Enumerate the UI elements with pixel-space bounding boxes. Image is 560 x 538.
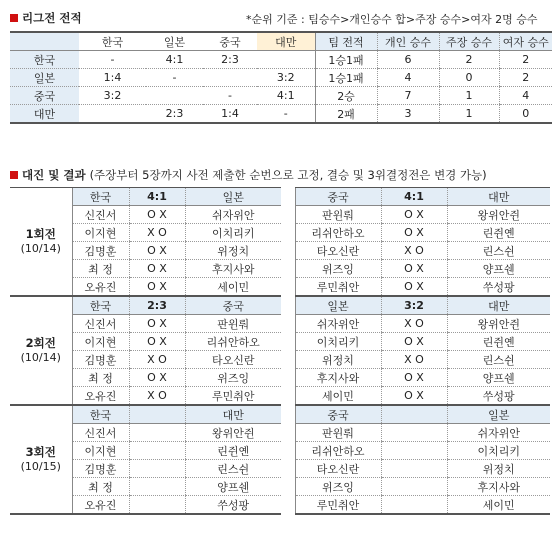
match-gap (281, 224, 295, 242)
game-result: O X (381, 333, 447, 351)
game-result: O X (129, 315, 185, 333)
league-cell (257, 51, 315, 69)
player-b: 쑤성팡 (185, 496, 281, 515)
match-gap (281, 296, 295, 315)
game-result: X O (381, 315, 447, 333)
game-result (381, 460, 447, 478)
match-gap (281, 351, 295, 369)
round-header-row (10, 188, 550, 206)
league-cell: 2 (499, 51, 552, 69)
player-a: 김명훈 (72, 242, 129, 260)
player-b: 린스쉰 (185, 460, 281, 478)
player-a: 이지현 (72, 442, 129, 460)
league-header-row (10, 32, 552, 51)
league-row-team: 한국 (10, 51, 79, 69)
player-b: 쉬자위안 (447, 424, 550, 442)
player-b: 쑤성팡 (447, 387, 550, 406)
match-team-a: 한국 (72, 188, 129, 206)
player-b: 린스쉰 (447, 242, 550, 260)
player-a: 타오신란 (295, 460, 381, 478)
match-team-a: 중국 (295, 405, 381, 424)
player-b: 후지사와 (447, 478, 550, 496)
player-a: 이지현 (72, 224, 129, 242)
match-gap (281, 333, 295, 351)
game-result: O X (381, 206, 447, 224)
player-b: 판윈뤄 (185, 315, 281, 333)
game-result: O X (129, 369, 185, 387)
match-team-b: 일본 (185, 188, 281, 206)
league-header-cell: 일본 (146, 32, 203, 51)
league-cell: - (203, 87, 257, 105)
match-team-b: 대만 (185, 405, 281, 424)
league-header-cell: 주장 승수 (439, 32, 499, 51)
player-matchup-row (10, 424, 550, 442)
player-matchup-row (10, 260, 550, 278)
match-team-b: 대만 (447, 296, 550, 315)
league-row-team: 중국 (10, 87, 79, 105)
matches-table (10, 187, 550, 515)
player-a: 오유진 (72, 496, 129, 515)
player-a: 리쉬안하오 (295, 224, 381, 242)
league-cell: 3:2 (79, 87, 146, 105)
league-header-cell: 한국 (79, 32, 146, 51)
player-a: 김명훈 (72, 351, 129, 369)
match-gap (281, 260, 295, 278)
game-result: O X (129, 333, 185, 351)
match-gap (281, 242, 295, 260)
player-a: 세이민 (295, 387, 381, 406)
player-a: 판윈뤄 (295, 424, 381, 442)
league-cell: 2 (499, 69, 552, 87)
match-gap (281, 369, 295, 387)
player-matchup-row (10, 387, 550, 406)
round-label (10, 405, 72, 514)
league-row (10, 87, 552, 105)
player-b: 타오신란 (185, 351, 281, 369)
player-b: 왕위안쥔 (447, 315, 550, 333)
game-result: X O (381, 242, 447, 260)
player-matchup-row (10, 496, 550, 515)
match-gap (281, 496, 295, 515)
player-matchup-row (10, 369, 550, 387)
game-result: X O (129, 351, 185, 369)
league-header-cell: 대만 (257, 32, 315, 51)
league-cell: 1승1패 (315, 51, 377, 69)
player-b: 쑤성팡 (447, 278, 550, 297)
game-result (381, 424, 447, 442)
player-b: 린쥔옌 (185, 442, 281, 460)
player-a: 신진서 (72, 424, 129, 442)
league-cell: - (257, 105, 315, 124)
match-team-b: 대만 (447, 188, 550, 206)
player-matchup-row (10, 242, 550, 260)
player-matchup-row (10, 351, 550, 369)
league-header-cell: 개인 승수 (377, 32, 439, 51)
league-cell (203, 69, 257, 87)
player-b: 루민취안 (185, 387, 281, 406)
round-header-row (10, 405, 550, 424)
game-result (381, 442, 447, 460)
round-name: 3회전 (25, 445, 56, 459)
league-cell: 7 (377, 87, 439, 105)
player-b: 위정치 (185, 242, 281, 260)
league-row-team: 대만 (10, 105, 79, 124)
player-a: 위즈잉 (295, 260, 381, 278)
league-cell: 4:1 (146, 51, 203, 69)
game-result (129, 496, 185, 515)
player-a: 오유진 (72, 278, 129, 297)
match-score: 3:2 (381, 296, 447, 315)
player-a: 판윈뤄 (295, 206, 381, 224)
match-score: 4:1 (129, 188, 185, 206)
match-score (381, 405, 447, 424)
player-b: 세이민 (185, 278, 281, 297)
game-result: O X (129, 260, 185, 278)
game-result (129, 478, 185, 496)
round-date: (10/15) (20, 460, 61, 473)
player-b: 위즈잉 (185, 369, 281, 387)
game-result: O X (381, 387, 447, 406)
player-matchup-row (10, 278, 550, 297)
league-header-cell: 팀 전적 (315, 32, 377, 51)
player-b: 린쥔옌 (447, 224, 550, 242)
player-a: 신진서 (72, 206, 129, 224)
match-gap (281, 478, 295, 496)
player-a: 최 정 (72, 369, 129, 387)
match-score (129, 405, 185, 424)
round-label (10, 188, 72, 297)
player-b: 위정치 (447, 460, 550, 478)
match-team-a: 한국 (72, 405, 129, 424)
league-cell: - (79, 51, 146, 69)
player-a: 이지현 (72, 333, 129, 351)
league-cell: 6 (377, 51, 439, 69)
game-result: X O (381, 351, 447, 369)
game-result: O X (381, 369, 447, 387)
player-b: 양프쉔 (447, 260, 550, 278)
league-cell: 1 (439, 87, 499, 105)
league-cell: 4 (499, 87, 552, 105)
round-date: (10/14) (20, 351, 61, 364)
league-cell: 2 (439, 51, 499, 69)
match-gap (281, 460, 295, 478)
player-a: 루민취안 (295, 278, 381, 297)
league-cell: 1승1패 (315, 69, 377, 87)
player-b: 양프쉔 (447, 369, 550, 387)
round-label (10, 296, 72, 405)
league-cell: 1:4 (203, 105, 257, 124)
game-result: O X (129, 278, 185, 297)
player-a: 위정치 (295, 351, 381, 369)
league-header-cell: 여자 승수 (499, 32, 552, 51)
round-name: 1회전 (25, 227, 56, 241)
league-cell: 0 (439, 69, 499, 87)
game-result (129, 442, 185, 460)
match-gap (281, 206, 295, 224)
player-b: 왕위안쥔 (447, 206, 550, 224)
player-a: 후지사와 (295, 369, 381, 387)
player-b: 이치리키 (185, 224, 281, 242)
league-cell: 4:1 (257, 87, 315, 105)
match-gap (281, 188, 295, 206)
game-result: O X (129, 242, 185, 260)
player-a: 리쉬안하오 (295, 442, 381, 460)
game-result: O X (381, 260, 447, 278)
player-matchup-row (10, 442, 550, 460)
league-cell: 2패 (315, 105, 377, 124)
match-gap (281, 442, 295, 460)
game-result: O X (381, 224, 447, 242)
matches-title: 대진 및 결과 (22, 168, 86, 182)
player-b: 린쥔옌 (447, 333, 550, 351)
match-team-a: 한국 (72, 296, 129, 315)
player-b: 린스쉰 (447, 351, 550, 369)
player-a: 타오신란 (295, 242, 381, 260)
game-result (129, 424, 185, 442)
player-a: 루민취안 (295, 496, 381, 515)
round-header-row (10, 296, 550, 315)
league-row (10, 105, 552, 124)
league-cell: 1 (439, 105, 499, 124)
match-gap (281, 424, 295, 442)
game-result (129, 460, 185, 478)
league-header-cell: 중국 (203, 32, 257, 51)
match-gap (281, 387, 295, 406)
match-score: 2:3 (129, 296, 185, 315)
league-row-team: 일본 (10, 69, 79, 87)
round-date: (10/14) (20, 242, 61, 255)
league-cell: 0 (499, 105, 552, 124)
league-cell: 2:3 (203, 51, 257, 69)
player-b: 왕위안쥔 (185, 424, 281, 442)
matches-section-title (10, 167, 487, 183)
league-section-title (10, 10, 82, 26)
player-matchup-row (10, 224, 550, 242)
game-result: X O (129, 224, 185, 242)
player-b: 이치리키 (447, 442, 550, 460)
league-cell: - (146, 69, 203, 87)
player-matchup-row (10, 478, 550, 496)
match-team-a: 일본 (295, 296, 381, 315)
match-team-b: 일본 (447, 405, 550, 424)
league-cell (79, 105, 146, 124)
player-b: 리쉬안하오 (185, 333, 281, 351)
game-result: O X (381, 278, 447, 297)
league-cell: 1:4 (79, 69, 146, 87)
player-a: 신진서 (72, 315, 129, 333)
league-cell: 2승 (315, 87, 377, 105)
league-cell: 4 (377, 69, 439, 87)
game-result (381, 478, 447, 496)
league-header-cell (10, 32, 79, 51)
player-matchup-row (10, 206, 550, 224)
player-a: 오유진 (72, 387, 129, 406)
league-cell (146, 87, 203, 105)
league-title: 리그전 전적 (22, 11, 82, 25)
player-matchup-row (10, 315, 550, 333)
league-cell: 2:3 (146, 105, 203, 124)
match-team-b: 중국 (185, 296, 281, 315)
matches-subtitle: (주장부터 5장까지 사전 제출한 순번으로 고정, 결승 및 3위결정전은 변경 가능) (89, 168, 487, 182)
game-result: X O (129, 387, 185, 406)
match-team-a: 중국 (295, 188, 381, 206)
player-a: 최 정 (72, 478, 129, 496)
player-b: 후지사와 (185, 260, 281, 278)
league-row (10, 69, 552, 87)
red-square-icon (10, 171, 18, 179)
player-b: 양프쉔 (185, 478, 281, 496)
player-b: 세이민 (447, 496, 550, 515)
match-gap (281, 278, 295, 297)
player-a: 쉬자위안 (295, 315, 381, 333)
player-matchup-row (10, 333, 550, 351)
red-square-icon (10, 14, 18, 22)
game-result: O X (129, 206, 185, 224)
league-results-table (10, 31, 552, 124)
player-matchup-row (10, 460, 550, 478)
player-a: 최 정 (72, 260, 129, 278)
player-b: 쉬자위안 (185, 206, 281, 224)
player-a: 위즈잉 (295, 478, 381, 496)
player-a: 김명훈 (72, 460, 129, 478)
game-result (381, 496, 447, 515)
player-a: 이치리키 (295, 333, 381, 351)
league-row (10, 51, 552, 69)
league-cell: 3 (377, 105, 439, 124)
ranking-criteria-note: *순위 기준 : 팀승수>개인승수 합>주장 승수>여자 2명 승수 (246, 13, 538, 26)
round-name: 2회전 (25, 336, 56, 350)
match-score: 4:1 (381, 188, 447, 206)
league-cell: 3:2 (257, 69, 315, 87)
match-gap (281, 405, 295, 424)
match-gap (281, 315, 295, 333)
